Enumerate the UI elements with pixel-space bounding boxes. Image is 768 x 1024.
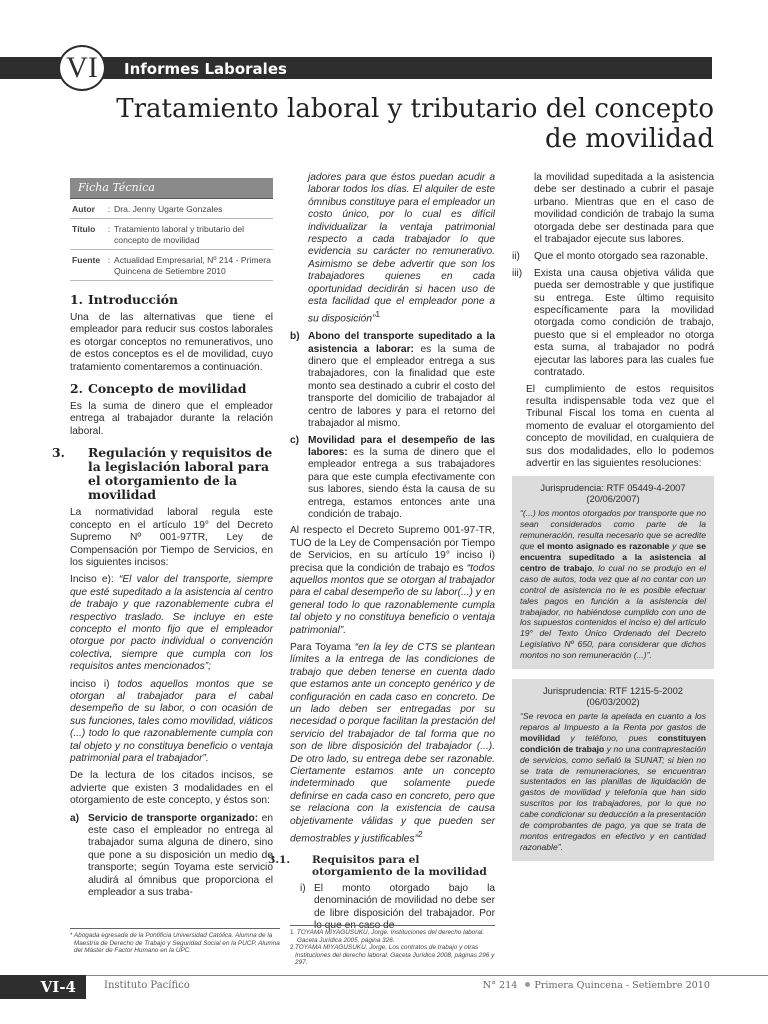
box-quote: “(...) los montos otorgados por transporte que no sean considerados como parte de la remuneración, resulta necesario que se acredite que el monto asignado es razonable y que se encuentra supeditado a la asistencia al centro de trabajo, lo cual no se produjo en el caso de autos, toda vez que al no contar con un control de asistencia no le es posible efectuar tales pagos en función a la asistencia del trabajador, no habiéndose cumplido con uno de los supuestos contenidos el inciso e) del artículo 19° del Texto Único Ordenado del Decreto Legislativo Nº 650, para considerar que dichos montos no son remuneración (...)”.: [520, 508, 706, 661]
ficha-row-title: [70, 219, 273, 250]
heading-requisitos: 3.1. Requisitos para el otorgamiento de la movilidad: [268, 853, 487, 879]
ficha-key: Título: [72, 224, 96, 235]
footnote-2: 2 TOYAMA MIYAGUSUKU, Jorge. Los contratos de trabajo y otras Instituciones del derecho laboral. Gaceta Jurídica 2008, páginas 296 y 297.: [290, 944, 495, 967]
ficha-sep: :: [107, 255, 111, 266]
footer-rule: [0, 975, 768, 976]
ficha-sep: :: [107, 204, 111, 214]
ficha-sep: :: [107, 224, 111, 235]
ficha-tecnica: [70, 178, 273, 281]
paragraph-cumplimiento: El cumplimiento de estos requisitos resulta indispensable toda vez que el Tribunal Fiscal los toma en cuenta al momento de evaluar el otorgamiento del concepto de movilidad, en cualquiera de sus dos modalidades, ello lo podemos advertir en las siguientes resoluciones:: [526, 383, 714, 469]
paragraph-inciso-e: Inciso e): “El valor del transporte, siempre que esté supeditado a la asistencia al centro de trabajo y que razonablemente cubra el respectivo traslado. Se incluye en este concepto el monto fijo que el empleador otorgue por pacto individual o convención colectiva, siempre que cumpla con los requisitos antes mencionados”;: [70, 574, 273, 673]
section-header-bar: [0, 57, 712, 79]
footnotes-references: [290, 925, 495, 967]
ficha-key: Autor: [72, 204, 95, 214]
ficha-value: Actualidad Empresarial, Nº 214 - Primera Quincena de Setiembre 2010: [114, 255, 271, 276]
jurisprudence-box-2: [512, 679, 714, 861]
separator-dot-icon: [525, 982, 530, 987]
column-1: [52, 178, 273, 903]
heading-introduccion: 1. Introducción: [70, 292, 179, 308]
list-item-b: b) Abono del transporte supeditado a la asistencia a laborar: es la suma de dinero que el empleador entrega a sus trabajadores, con la finalidad que este monto sea destinado a cubrir el costo del transporte del domicilio de trabajador al centro de labores y para el retorno del trabajador al mismo.: [290, 331, 495, 430]
box-quote: “Se revoca en parte la apelada en cuanto a los reparos al Impuesto a la Renta por gastos de movilidad y teléfono, pues constituyen condición de trabajo y no una contraprestación de servicios, como señaló la SUNAT; si bien no se trata de remuneraciones, se encuentran sustentados en las planillas de liquidación de gastos de movilidad y telefonía que han sido suscritos por los trabajadores, por lo que no cabe condicionar su deducción a la presentación de comprobantes de pago, ya que se trata de montos entregados en efectivo y en cantidad razonable”.: [520, 711, 706, 852]
chapter-badge: VI: [58, 45, 106, 91]
paragraph-concepto: Es la suma de dinero que el empleador entrega al trabajador durante la relación laboral.: [70, 401, 273, 437]
list-item-i: i) El monto otorgado bajo la denominación de movilidad no debe ser de libre disposición del trabajador. Por lo que en caso de: [300, 882, 495, 931]
footnote-1: 1 TOYAMA MIYAGUSUKU, Jorge. Instituciones del derecho laboral. Gaceta Jurídica 2005, página 326.: [290, 929, 485, 944]
list-item-a: a) Servicio de transporte organizado: en este caso el empleador no entrega al trabajador suma alguna de dinero, sino que pone a su disposición un medio de transporte; según Toyama este servicio aludirá al ómnibus que proporciona el empleador a sus traba-: [70, 812, 273, 899]
footnote-author: * Abogada egresada de la Pontificia Universidad Católica. Alumna de la Maestría de Derecho de Trabajo y Seguridad Social en la PUCP. Alumna del Máster de Factor Humano en la UPC.: [70, 928, 280, 955]
ficha-key: Fuente: [72, 255, 101, 266]
heading-concepto: 2. Concepto de movilidad: [70, 381, 247, 397]
box-title: Jurisprudencia: RTF 05449-4-2007 (20/06/2007): [540, 482, 686, 505]
paragraph-continuation: jadores para que éstos puedan acudir a laborar todos los días. El alquiler de este ómnibus constituye para el empleador un costo único, por lo cual es difícil individualizar la ventaja patrimonial respecto a cada trabajador lo que evidencia su carácter no remunerativo. Asimismo se debe advertir que son los trabajadores quienes en cada oportunidad decidirán si hacen uso de esta facilidad que el empleador pone a su disposición”$^1$: [308, 172, 495, 325]
paragraph-lectura: De la lectura de los citados incisos, se advierte que existen 3 modalidades en el otorgamiento de este concepto, y éstos son:: [70, 770, 273, 807]
paragraph-intro: Una de las alternativas que tiene el empleador para reducir sus costos laborales es otorgar conceptos no remunerativos, uno de estos conceptos es el de movilidad, cuyo tratamiento comentaremos a continuación.: [70, 312, 273, 373]
column-2: [268, 172, 496, 936]
paragraph-toyama: Para Toyama “en la ley de CTS se plantean límites a la entrega de las condiciones de trabajo que deben tenerse en cuenta dado que estamos ante un concepto genérico y de configuración en cada caso en concreto. De un lado deben ser entregadas por su necesidad o porque facilitan la prestación del servicio del trabajador de tal forma que no son de libre disposición del trabajador (...). De otro lado, su entrega debe ser razonable. Ciertamente estamos ante un concepto indeterminado que solamente puede definirse en cada caso en concreto, pero que se relaciona con la existencia de causa objetivamente válidas y que pueden ser demostrables y justificables”$^2$: [290, 642, 495, 845]
paragraph-continuation-3: la movilidad supeditada a la asistencia debe ser destinado a cubrir el pasaje urbano. Mientras que en el caso de movilidad condición de trabajo la suma otorgada debe ser destinada para que el trabajador ejecute sus labores.: [534, 172, 714, 246]
article-title: [110, 94, 714, 154]
jurisprudence-box-1: [512, 476, 714, 669]
ficha-row-source: [70, 250, 273, 281]
list-item-c: c) Movilidad para el desempeño de las labores: es la suma de dinero que el empleador entrega a sus trabajadores para que este cumpla efectivamente con sus labores, siendo ésta la causa de su entrega, estamos entonces ante una condición de trabajo.: [290, 434, 495, 520]
issue-number: N° 214: [482, 980, 518, 991]
issue-period: Primera Quincena - Setiembre 2010: [534, 980, 710, 991]
ficha-value: Tratamiento laboral y tributario del concepto de movilidad: [114, 224, 245, 245]
box-title: Jurisprudencia: RTF 1215-5-2002 (06/03/2002): [542, 685, 683, 708]
issue-info: [483, 980, 710, 991]
paragraph-inciso-i: inciso i) todos aquellos montos que se otorgan al trabajador para el cabal desempeño de su labor, o con ocasión de sus funciones, tales como movilidad, viáticos (...) todo lo que razonablemente cumpla con tal objeto y no constituya beneficio o ventaja patrimonial para el trabajador”.: [70, 678, 273, 764]
page-number: VI-4: [0, 975, 86, 999]
paragraph-respecto: Al respecto el Decreto Supremo 001-97-TR, TUO de la Ley de Compensación por Tiempo de Servicios, en su artículo 19° inciso i) precisa que la condición de trabajo es “todos aquellos montos que se otorgan al trabajador para el cabal desempeño de su labor(...) y en general todo lo que razonablemente cumpla tal objeto y no constituya beneficio o ventaja patrimonial”.: [290, 525, 496, 636]
heading-regulacion: 3. Regulación y requisitos de la legislación laboral para el otorgamiento de la movilidad: [52, 445, 273, 503]
title-line-1: Tratamiento laboral y tributario del concepto: [116, 94, 714, 124]
list-item-iii: iii) Exista una causa objetiva válida que pueda ser demostrable y que justifique su entrega. Este último requisito específicamente para la movilidad otorgada como condición de trabajo, puesto que si el empleador no otorga esta suma, al trabajador no podrá ejecutar las labores para las cuales fue contratado.: [512, 267, 714, 379]
column-3: [512, 172, 714, 861]
ficha-value: Dra. Jenny Ugarte Gonzales: [114, 204, 223, 214]
title-line-2: de movilidad: [544, 124, 714, 154]
ficha-heading: Ficha Técnica: [70, 178, 273, 199]
list-item-ii: ii) Que el monto otorgado sea razonable.: [512, 251, 708, 263]
publisher: Instituto Pacífico: [104, 980, 190, 991]
paragraph-normatividad: La normatividad laboral regula este concepto en el artículo 19° del Decreto Supremo Nº 001-97TR, Ley de Compensación por Tiempo de Servicios, en los siguientes incisos:: [70, 507, 273, 568]
ficha-row-author: [70, 199, 273, 219]
section-title: Informes Laborales: [124, 60, 287, 78]
